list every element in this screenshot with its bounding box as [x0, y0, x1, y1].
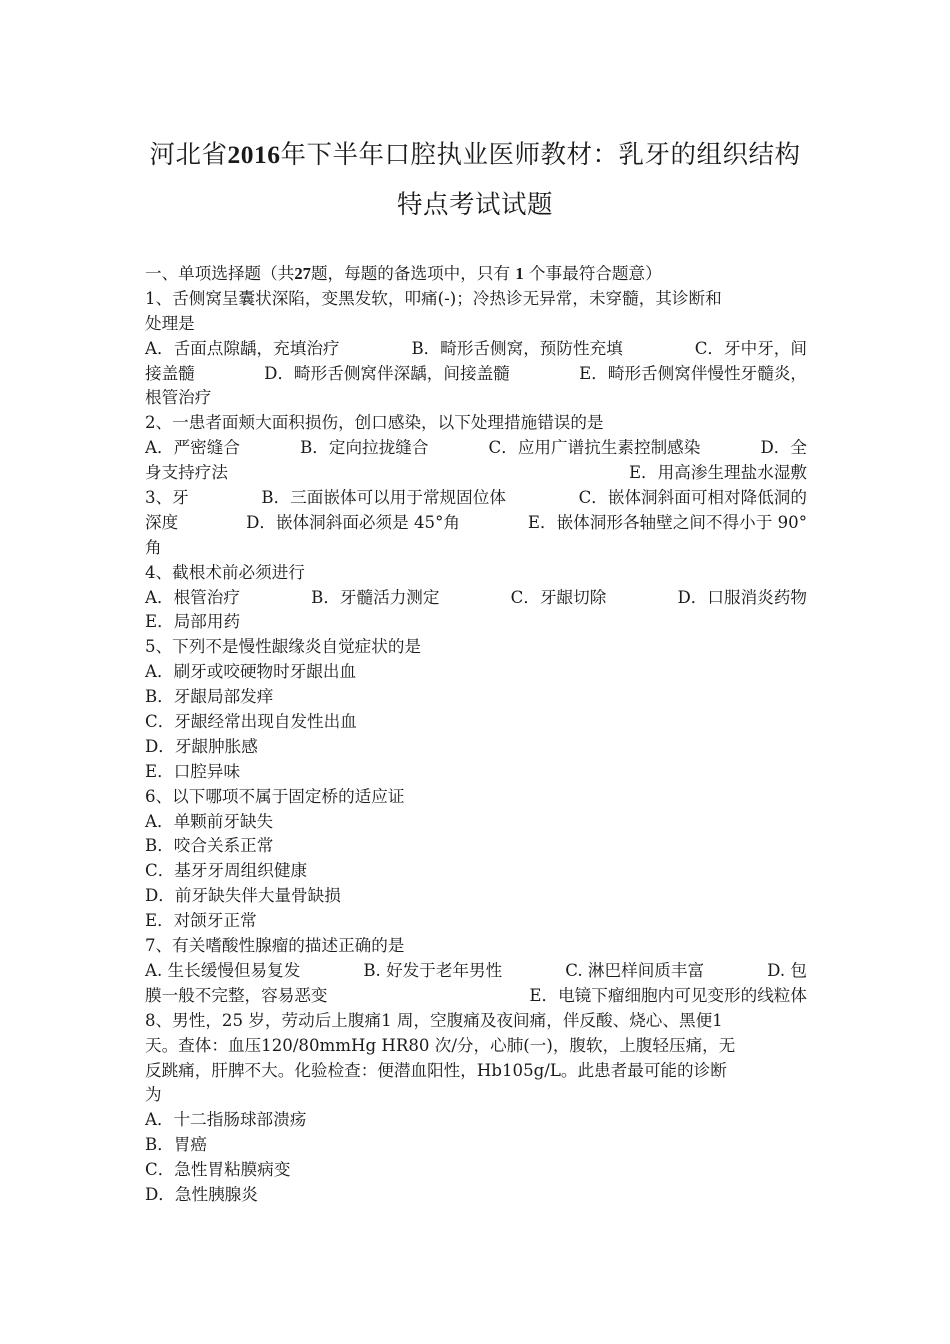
text-segment: 为	[145, 1085, 162, 1105]
text-line	[145, 287, 807, 312]
text-segment: 膜一般不完整，容易恶变	[145, 985, 328, 1005]
text-line	[145, 635, 807, 660]
text-line	[145, 610, 807, 635]
text-segment: 3、牙	[145, 488, 189, 508]
text-line	[145, 1158, 807, 1183]
text-segment: 天。查体：血压120/80mmHg HR80 次/分，心肺(一)，腹软，上腹轻压痛，无	[145, 1035, 736, 1055]
text-segment: 7、有关嗜酸性腺瘤的描述正确的是	[145, 936, 405, 956]
text-segment: D．前牙缺失伴大量骨缺损	[145, 886, 341, 906]
text-segment: E．对颌牙正常	[145, 911, 257, 931]
title-year: 2016	[227, 140, 281, 169]
text-line	[145, 586, 807, 611]
text-segment: E．嵌体洞形各轴壁之间不得小于 90°	[527, 512, 807, 532]
text-segment: D. 包	[767, 960, 807, 980]
text-line	[145, 436, 807, 461]
text-segment: C. 淋巴样间质丰富	[565, 960, 705, 980]
text-line	[145, 337, 807, 362]
title-line-2: 特点考试试题	[396, 190, 553, 220]
text-segment: C．基牙牙周组织健康	[145, 861, 308, 881]
text-segment: 1、舌侧窝呈囊状深陷，变黑发软，叩痛(-)；冷热诊无异常，未穿髓，其诊断和	[145, 288, 722, 308]
text-segment: D．嵌体洞斜面必须是 45°角	[246, 512, 460, 532]
title-text-a: 河北省	[149, 140, 228, 170]
text-line	[145, 984, 807, 1009]
text-segment: B．咬合关系正常	[145, 836, 274, 856]
text-line	[145, 536, 807, 561]
text-segment: 身支持疗法	[145, 463, 228, 483]
text-line	[145, 362, 807, 387]
text-segment: D．牙龈肿胀感	[145, 736, 258, 756]
question-body	[145, 262, 807, 1208]
text-line	[145, 735, 807, 760]
text-line	[145, 760, 807, 785]
text-segment: A．舌面点隙龋，充填治疗	[145, 338, 340, 358]
text-segment: 深度	[145, 512, 179, 532]
text-line	[145, 511, 807, 536]
text-segment: C．牙龈经常出现自发性出血	[145, 712, 357, 732]
section-answer-count: 1	[515, 264, 524, 283]
text-line	[145, 486, 807, 511]
text-segment: 接盖髓	[145, 363, 195, 383]
text-segment: E．口腔异味	[145, 761, 241, 781]
text-line	[145, 1059, 807, 1084]
text-segment: 处理是	[145, 313, 195, 333]
text-segment: A．单颗前牙缺失	[145, 811, 274, 831]
section-heading-text-a: 一、单项选择题（共	[145, 264, 295, 283]
text-line	[145, 1083, 807, 1108]
text-line	[145, 461, 807, 486]
text-segment: C．牙中牙，间	[694, 338, 807, 358]
title-text-b: 年下半年口腔执业医师教材：乳牙的组织结构	[280, 140, 801, 170]
section-heading-text-b: 题，每题的备选项中，只有	[310, 264, 511, 283]
title-line-1	[110, 130, 840, 180]
text-line	[145, 710, 807, 735]
text-line	[145, 834, 807, 859]
text-segment: C．牙龈切除	[510, 587, 607, 607]
text-segment: A．刷牙或咬硬物时牙龈出血	[145, 662, 357, 682]
text-segment: E．用高渗生理盐水湿敷	[628, 463, 807, 483]
text-segment: B. 好发于老年男性	[363, 960, 503, 980]
text-segment: 2、一患者面颊大面积损伤，创口感染，以下处理措施错误的是	[145, 413, 604, 433]
section-heading	[145, 262, 807, 287]
text-line	[145, 660, 807, 685]
text-segment: B．牙髓活力测定	[311, 587, 440, 607]
text-line	[145, 810, 807, 835]
text-segment: E．畸形舌侧窝伴慢性牙髓炎，	[579, 363, 807, 383]
text-line	[145, 884, 807, 909]
text-segment: D．口服消炎药物	[677, 587, 807, 607]
text-segment: C．嵌体洞斜面可相对降低洞的	[578, 488, 807, 508]
question-lines	[145, 287, 807, 1208]
text-segment: 反跳痛，肝脾不大。化验检查：便潜血阳性，Hb105g/L。此患者最可能的诊断	[145, 1060, 727, 1080]
text-line	[145, 1183, 807, 1208]
section-heading-text-c: 个事最符合题意）	[528, 264, 662, 283]
text-line	[145, 1108, 807, 1133]
text-line	[145, 859, 807, 884]
text-line	[145, 312, 807, 337]
text-segment: B．牙龈局部发痒	[145, 687, 274, 707]
text-segment: B．定向拉拢缝合	[300, 438, 429, 458]
text-line	[145, 1133, 807, 1158]
text-line	[145, 959, 807, 984]
text-segment: 根管治疗	[145, 388, 212, 408]
text-line	[145, 1034, 807, 1059]
text-segment: D．全	[760, 438, 807, 458]
text-segment: A. 生长缓慢但易复发	[145, 960, 301, 980]
text-segment: 4、截根术前必须进行	[145, 562, 305, 582]
text-segment: C．应用广谱抗生素控制感染	[488, 438, 701, 458]
text-line	[145, 685, 807, 710]
text-segment: A．十二指肠球部溃疡	[145, 1110, 307, 1130]
text-segment: E．电镜下瘤细胞内可见变形的线粒体	[529, 985, 807, 1005]
text-line	[145, 561, 807, 586]
text-line	[145, 934, 807, 959]
text-segment: D．急性胰腺炎	[145, 1184, 258, 1204]
text-segment: B．三面嵌体可以用于常规固位体	[261, 488, 506, 508]
text-segment: A．严密缝合	[145, 438, 240, 458]
text-segment: B．畸形舌侧窝，预防性充填	[411, 338, 623, 358]
text-segment: E．局部用药	[145, 612, 241, 632]
section-question-count: 27	[294, 264, 311, 283]
text-line	[145, 386, 807, 411]
text-segment: A．根管治疗	[145, 587, 240, 607]
text-segment: C．急性胃粘膜病变	[145, 1160, 291, 1180]
text-segment: B．胃癌	[145, 1135, 207, 1155]
text-segment: D．畸形舌侧窝伴深龋，间接盖髓	[264, 363, 510, 383]
text-line	[145, 909, 807, 934]
text-line	[145, 1009, 807, 1034]
document-title	[110, 130, 840, 230]
text-segment: 5、下列不是慢性龈缘炎自觉症状的是	[145, 637, 422, 657]
text-line	[145, 411, 807, 436]
text-segment: 角	[145, 537, 162, 557]
text-segment: 6、以下哪项不属于固定桥的适应证	[145, 786, 405, 806]
text-segment: 8、男性，25 岁，劳动后上腹痛1 周，空腹痛及夜间痛，伴反酸、烧心、黑便1	[145, 1010, 723, 1030]
text-line	[145, 785, 807, 810]
